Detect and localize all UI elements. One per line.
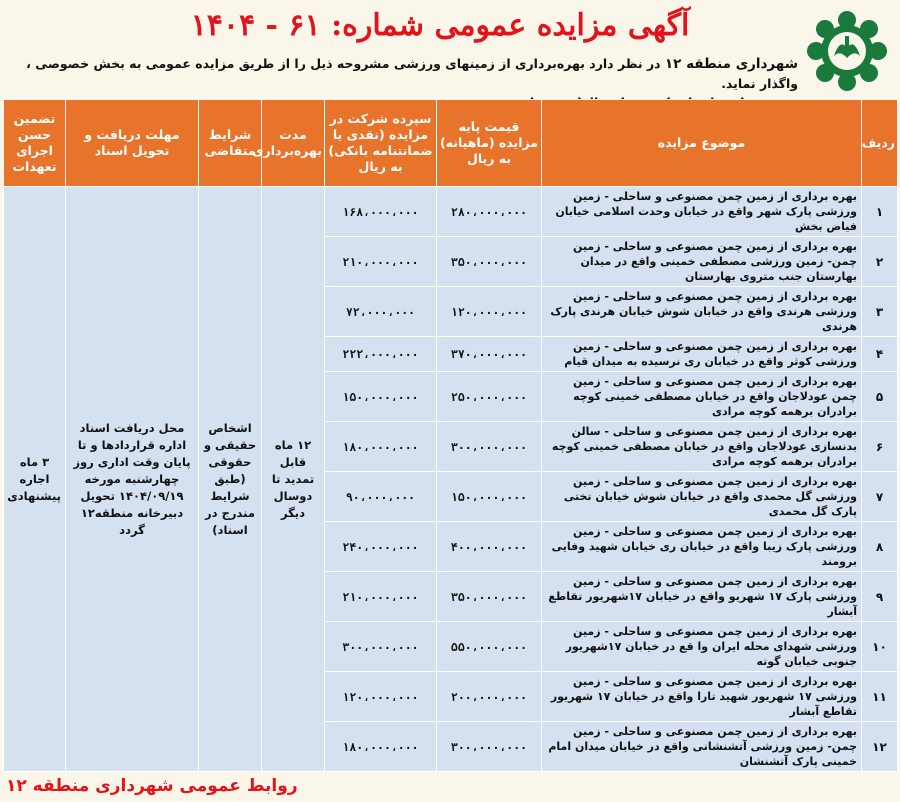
intro-text: در نظر دارد بهره‌برداری از زمینهای ورزشی مشروحه ذیل را از طریق مزایده عمومی به بخش خصوصی ، واگذار نماید. [26,56,798,91]
col-header-guarantee: تضمین حسن اجرای تعهدات [4,100,66,187]
table-header-row [4,100,898,187]
row-base-price: ۱۵۰،۰۰۰،۰۰۰ [437,472,542,522]
row-number: ۷ [862,472,898,522]
row-subject: بهره برداری از زمین چمن مصنوعی و ساحلی - زمین ورزشی گل محمدی واقع در خیابان شوش خیابان تختی پارک گل محمدی [542,472,862,522]
row-number: ۲ [862,237,898,287]
row-number: ۵ [862,372,898,422]
row-number: ۳ [862,287,898,337]
row-subject: بهره برداری از زمین چمن مصنوعی و ساحلی - سالن بدنسازی عودلاجان واقع در خیابان مصطفی خمینی کوچه برادران برهمه کوچه مرادی [542,422,862,472]
row-number: ۴ [862,337,898,372]
row-deposit: ۹۰،۰۰۰،۰۰۰ [325,472,437,522]
row-base-price: ۴۰۰،۰۰۰،۰۰۰ [437,522,542,572]
public-relations-footer: روابط عمومی شهرداری منطقه ۱۲ [6,776,298,796]
row-base-price: ۳۵۰،۰۰۰،۰۰۰ [437,572,542,622]
row-subject: بهره برداری از زمین چمن مصنوعی و ساحلی - زمین ورزشی پارک زیبا واقع در خیابان ری خیابان شهید وفایی برومند [542,522,862,572]
row-deposit: ۲۱۰،۰۰۰،۰۰۰ [325,572,437,622]
notice-title: آگهی مزایده عمومی شماره: ۶۱ - ۱۴۰۴ [190,8,690,43]
duration-cell: ۱۲ ماه قابل تمدید تا دوسال دیگر [262,187,325,772]
col-header-row-number: ردیف [862,100,898,187]
col-header-base-price: قیمت پایه مزایده (ماهیانه) به ریال [437,100,542,187]
tehran-municipality-emblem-icon [804,8,890,94]
row-base-price: ۳۰۰،۰۰۰،۰۰۰ [437,422,542,472]
row-subject: بهره برداری از زمین چمن مصنوعی و ساحلی - زمین چمن- زمین ورزشی مصطفی خمینی واقع در میدان بهارستان جنب متروی بهارستان [542,237,862,287]
row-base-price: ۲۸۰،۰۰۰،۰۰۰ [437,187,542,237]
row-deposit: ۲۲۲،۰۰۰،۰۰۰ [325,337,437,372]
row-base-price: ۱۲۰،۰۰۰،۰۰۰ [437,287,542,337]
col-header-deposit: سپرده شرکت در مزایده (نقدی یا ضمانتنامه بانکی) به ریال [325,100,437,187]
row-subject: بهره برداری از زمین چمن مصنوعی و ساحلی - زمین چمن عودلاجان واقع در خیابان مصطفی خمینی کوچه برادران برهمه کوچه مرادی [542,372,862,422]
row-subject: بهره برداری از زمین چمن مصنوعی و ساحلی - زمین چمن- زمین ورزشی آتشنشانی واقع در خیابان میدان امام خمینی پارک آتشنشان [542,722,862,772]
row-subject: بهره برداری از زمین چمن مصنوعی و ساحلی - زمین ورزشی هرندی واقع در خیابان شوش خیابان هرندی پارک هرندی [542,287,862,337]
conditions-cell: اشخاص حقیقی و حقوقی (طبق شرایط مندرج در اسناد) [199,187,262,772]
row-subject: بهره برداری از زمین چمن مصنوعی و ساحلی - زمین ورزشی پارک ۱۷ شهریو واقع در خیابان ۱۷شهریور تقاطع آبشار [542,572,862,622]
row-number: ۱ [862,187,898,237]
row-number: ۹ [862,572,898,622]
row-subject: بهره برداری از زمین چمن مصنوعی و ساحلی - زمین ورزشی پارک شهر واقع در خیابان وحدت اسلامی خیابان فیاض بخش [542,187,862,237]
row-deposit: ۷۲،۰۰۰،۰۰۰ [325,287,437,337]
row-deposit: ۱۵۰،۰۰۰،۰۰۰ [325,372,437,422]
row-deposit: ۱۸۰،۰۰۰،۰۰۰ [325,722,437,772]
row-number: ۱۰ [862,622,898,672]
col-header-subject: موضوع مزایده [542,100,862,187]
row-base-price: ۳۷۰،۰۰۰،۰۰۰ [437,337,542,372]
table-row [4,187,898,237]
row-number: ۱۲ [862,722,898,772]
row-subject: بهره برداری از زمین چمن مصنوعی و ساحلی - زمین ورزشی ۱۷ شهریور شهید تارا واقع در خیابان ۱۷ شهریور تقاطع آبشار [542,672,862,722]
row-deposit: ۳۰۰،۰۰۰،۰۰۰ [325,622,437,672]
row-deposit: ۱۸۰،۰۰۰،۰۰۰ [325,422,437,472]
row-subject: بهره برداری از زمین چمن مصنوعی و ساحلی - زمین ورزشی کوثر واقع در خیابان ری نرسیده به میدان قیام [542,337,862,372]
row-deposit: ۱۲۰،۰۰۰،۰۰۰ [325,672,437,722]
auction-table [3,99,898,772]
row-base-price: ۲۵۰،۰۰۰،۰۰۰ [437,372,542,422]
row-subject: بهره برداری از زمین چمن مصنوعی و ساحلی - زمین ورزشی شهدای محله ایران وا قع در خیابان ۱۷شهریور جنوبی خیابان گوته [542,622,862,672]
row-deposit: ۱۶۸،۰۰۰،۰۰۰ [325,187,437,237]
col-header-duration: مدت بهره‌برداری [262,100,325,187]
col-header-conditions: شرایط متقاضی [199,100,262,187]
row-base-price: ۳۵۰،۰۰۰،۰۰۰ [437,237,542,287]
row-deposit: ۲۱۰،۰۰۰،۰۰۰ [325,237,437,287]
row-base-price: ۲۰۰،۰۰۰،۰۰۰ [437,672,542,722]
row-deposit: ۲۴۰،۰۰۰،۰۰۰ [325,522,437,572]
row-number: ۱۱ [862,672,898,722]
col-header-deadline: مهلت دریافت و تحویل اسناد [66,100,199,187]
row-base-price: ۳۰۰،۰۰۰،۰۰۰ [437,722,542,772]
row-base-price: ۵۵۰،۰۰۰،۰۰۰ [437,622,542,672]
deadline-cell: محل دریافت اسناد اداره قراردادها و تا پایان وقت اداری روز چهارشنبه مورخه ۱۴۰۴/۰۹/۱۹ تحویل دبیرخانه منطقه۱۲ گردد [66,187,199,772]
row-number: ۶ [862,422,898,472]
municipality-logo [804,8,890,94]
guarantee-cell: ۳ ماه اجاره پیشنهادی [4,187,66,772]
row-number: ۸ [862,522,898,572]
organization-name: شهرداری منطقه ۱۲ [664,56,798,72]
